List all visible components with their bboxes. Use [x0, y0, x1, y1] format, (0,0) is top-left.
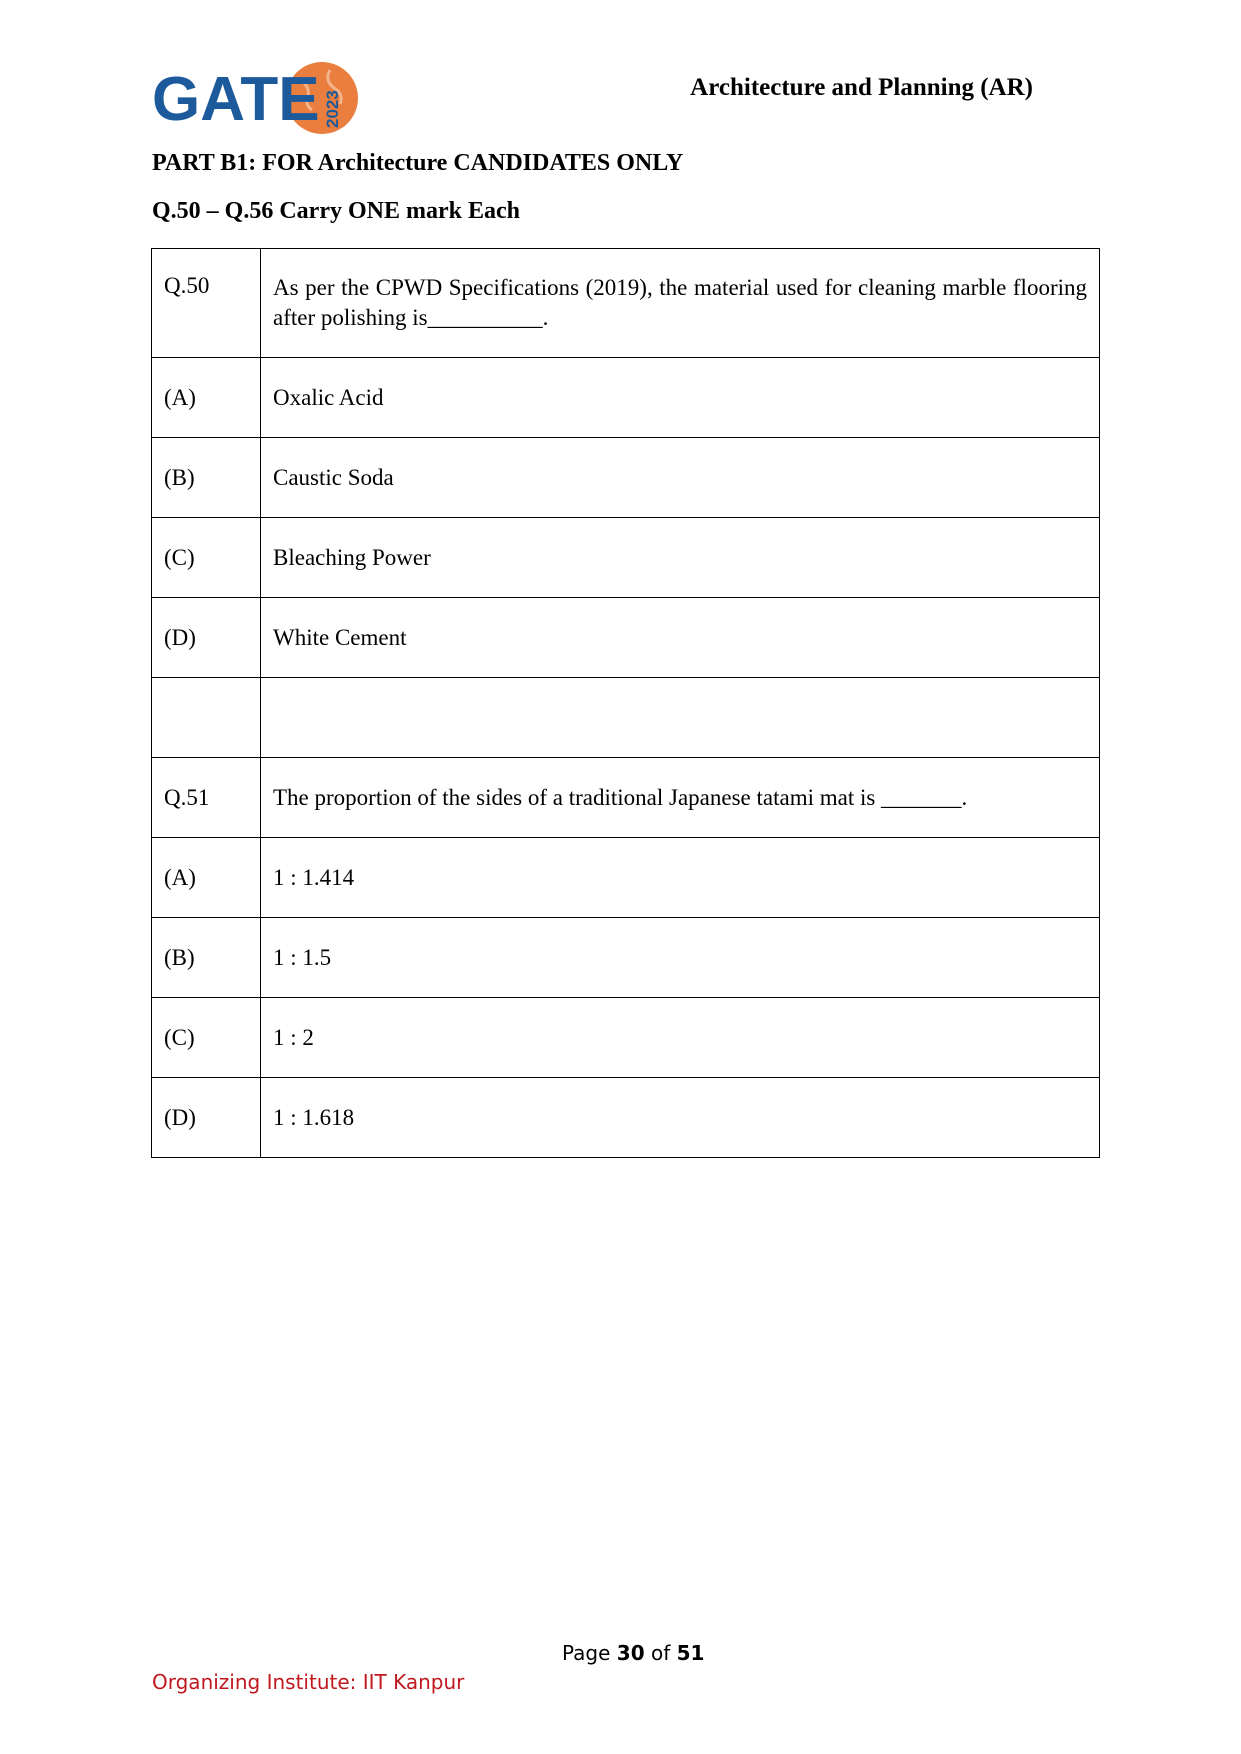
- question-number: Q.50: [152, 249, 261, 358]
- option-label: (D): [152, 598, 261, 678]
- page-current: 30: [616, 1641, 645, 1665]
- option-row: [152, 998, 1100, 1078]
- question-row-q51: [152, 758, 1100, 838]
- empty-cell: [152, 678, 261, 758]
- question-stem: The proportion of the sides of a traditional Japanese tatami mat is _______.: [261, 758, 1100, 838]
- option-row: [152, 838, 1100, 918]
- page-of: of: [650, 1641, 671, 1665]
- option-text: 1 : 1.414: [261, 838, 1100, 918]
- option-label: (A): [152, 358, 261, 438]
- option-row: [152, 918, 1100, 998]
- option-label: (A): [152, 838, 261, 918]
- option-label: (B): [152, 438, 261, 518]
- option-row: [152, 1078, 1100, 1158]
- question-stem-text: As per the CPWD Specifications (2019), the material used for cleaning marble flooring after polishing is__________.: [273, 275, 1087, 330]
- option-text: Oxalic Acid: [261, 358, 1100, 438]
- gate-logo-graphic: [152, 58, 362, 138]
- empty-cell: [261, 678, 1100, 758]
- option-label: (C): [152, 998, 261, 1078]
- logo-text: GATE: [152, 65, 320, 134]
- spacer-row: [152, 678, 1100, 758]
- option-label: (D): [152, 1078, 261, 1158]
- option-text: Caustic Soda: [261, 438, 1100, 518]
- organizing-institute: Organizing Institute: IIT Kanpur: [152, 1670, 465, 1694]
- option-row: [152, 438, 1100, 518]
- question-stem: [261, 249, 1100, 358]
- option-text: 1 : 1.618: [261, 1078, 1100, 1158]
- page-number: [562, 1641, 704, 1665]
- option-text: 1 : 2: [261, 998, 1100, 1078]
- marks-title: Q.50 – Q.56 Carry ONE mark Each: [152, 198, 520, 224]
- part-title: PART B1: FOR Architecture CANDIDATES ONLY: [152, 150, 684, 176]
- page-total: 51: [676, 1641, 705, 1665]
- subject-title: Architecture and Planning (AR): [690, 74, 1033, 101]
- questions-table: [151, 248, 1100, 1158]
- option-label: (B): [152, 918, 261, 998]
- option-row: [152, 598, 1100, 678]
- gate-2023-logo: [152, 58, 362, 138]
- page-prefix: Page: [562, 1641, 611, 1665]
- option-text: White Cement: [261, 598, 1100, 678]
- option-label: (C): [152, 518, 261, 598]
- option-text: 1 : 1.5: [261, 918, 1100, 998]
- question-row-q50: [152, 249, 1100, 358]
- option-row: [152, 518, 1100, 598]
- option-row: [152, 358, 1100, 438]
- question-number: Q.51: [152, 758, 261, 838]
- option-text: Bleaching Power: [261, 518, 1100, 598]
- logo-year: 2023: [323, 90, 342, 128]
